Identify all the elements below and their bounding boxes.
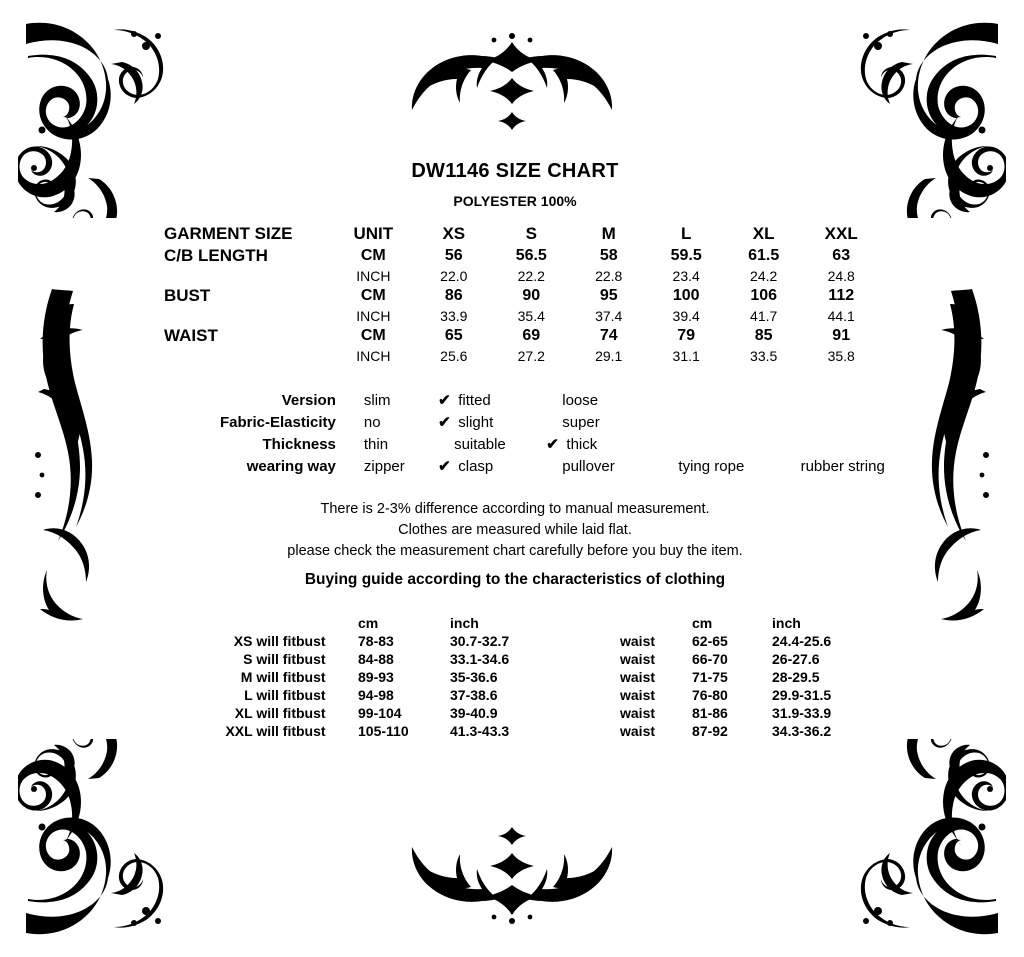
guide-waist-inch: 29.9-31.5 [772,686,832,703]
cell-xs: 25.6 [440,348,468,364]
guide-bust-inch: 33.1-34.6 [450,650,510,667]
option-row-version [220,389,885,411]
table-row [186,650,872,668]
cell-xs: 33.9 [440,308,468,324]
cell-xl: 85 [754,327,773,344]
guide-bust-cm: 84-88 [358,650,394,667]
cell-m: 37.4 [595,308,623,324]
table-row [186,704,872,722]
corner-ornament-bottom-left [18,739,228,939]
table-row [162,245,880,267]
option-choices [348,455,885,477]
row-unit: CM [360,327,386,344]
row-unit: INCH [356,348,391,364]
option-slight[interactable] [438,413,542,431]
cell-xxl: 24.8 [827,268,855,284]
guide-bust-label: bust [296,650,326,667]
guide-bust-inch: 37-38.6 [450,686,498,703]
option-text: clasp [458,458,494,475]
cell-xl: 24.2 [750,268,778,284]
guide-header-waist-cm: cm [692,614,713,631]
guide-bust-cm: 89-93 [358,668,394,685]
cell-xxl: 112 [828,287,855,304]
note-line-2: Clothes are measured while laid flat. [398,522,632,539]
guide-bust-inch: 41.3-43.3 [450,722,510,739]
cell-xl: 33.5 [750,348,778,364]
row-unit: INCH [356,268,391,284]
option-row-thickness [220,433,885,455]
guide-waist-cm: 62-65 [692,632,728,649]
table-row [186,722,872,740]
header-size-m: M [601,224,616,243]
row-unit: INCH [356,308,391,324]
table-row [162,285,880,307]
guide-bust-inch: 35-36.6 [450,668,498,685]
guide-waist-label: waist [620,650,656,667]
cell-l: 59.5 [670,247,702,264]
guide-bust-label: bust [296,686,326,703]
guide-waist-inch: 34.3-36.2 [772,722,832,739]
guide-header-waist-blank [620,614,692,632]
header-size-xxl: XXL [824,224,858,243]
guide-header-blank [186,614,296,632]
cell-s: 56.5 [515,247,547,264]
option-text: tying rope [678,458,745,475]
option-text: pullover [562,458,615,475]
option-slim[interactable] [348,391,434,409]
option-label: wearing way [246,457,336,475]
guide-waist-cm: 76-80 [692,686,728,703]
table-row [162,307,880,325]
option-super[interactable] [546,413,674,431]
check-icon: ✔ [438,392,451,409]
table-row [186,686,872,704]
option-label: Fabric-Elasticity [220,413,336,431]
guide-waist-cm: 66-70 [692,650,728,667]
guide-bust-cm: 78-83 [358,632,394,649]
option-choices [348,411,885,433]
left-center-ornament [26,269,136,689]
cell-s: 35.4 [517,308,545,324]
table-row [186,632,872,650]
note-line-3: please check the measurement chart carefully before you buy the item. [287,543,743,560]
guide-bust-cm: 99-104 [358,704,402,721]
guide-waist-cm: 71-75 [692,668,728,685]
garment-characteristics [220,389,885,477]
option-choices [348,389,885,411]
top-center-ornament [362,30,662,140]
guide-waist-inch: 26-27.6 [772,650,820,667]
option-tying-rope[interactable] [678,458,796,475]
guide-bust-label: bust [296,632,326,649]
guide-bust-label: bust [296,668,326,685]
option-text: suitable [454,436,506,453]
guide-waist-label: waist [620,686,656,703]
row-label: WAIST [164,326,218,345]
header-size-xl: XL [752,224,775,243]
cell-xl: 41.7 [750,308,778,324]
option-text: thin [363,436,389,453]
guide-waist-label: waist [620,704,656,721]
header-size-xs: XS [442,224,466,243]
cell-s: 90 [522,287,541,304]
guide-size: M will fit [240,668,296,685]
cell-xl: 61.5 [748,247,780,264]
cell-xl: 106 [750,287,778,304]
option-zipper[interactable] [348,457,434,475]
option-row-wearing-way [220,455,885,477]
guide-header-bust-blank [296,614,358,632]
option-thick[interactable] [546,435,674,453]
row-label [162,267,332,285]
bottom-center-ornament [362,817,662,927]
guide-size: XXL will fit [225,722,296,739]
chart-content [150,160,885,740]
option-choices [348,433,885,455]
guide-size: XS will fit [233,632,296,649]
guide-bust-cm: 105-110 [358,722,409,739]
guide-header-waist-inch: inch [772,614,801,631]
cell-xxl: 63 [832,247,851,264]
guide-waist-label: waist [620,722,656,739]
cell-m: 22.8 [595,268,623,284]
cell-l: 39.4 [672,308,700,324]
option-text: super [562,414,600,431]
option-text: thick [566,436,598,453]
option-text: fitted [458,392,491,409]
guide-bust-label: bust [296,704,326,721]
cell-m: 95 [599,287,618,304]
check-icon: ✔ [546,436,559,453]
cell-xxl: 44.1 [827,308,855,324]
cell-m: 29.1 [595,348,623,364]
option-rubber-string[interactable] [801,458,885,475]
row-label [162,307,332,325]
guide-waist-cm: 81-86 [692,704,728,721]
guide-waist-inch: 28-29.5 [772,668,820,685]
cell-l: 23.4 [672,268,700,284]
table-row [162,325,880,347]
corner-ornament-bottom-right [796,739,1006,939]
table-row [162,347,880,365]
guide-waist-inch: 31.9-33.9 [772,704,832,721]
row-label [162,347,332,365]
guide-header-bust-inch: inch [450,614,479,631]
cell-xs: 86 [444,287,463,304]
cell-m: 74 [599,327,618,344]
option-row-fabric-elasticity [220,411,885,433]
header-unit: UNIT [353,224,394,243]
cell-s: 69 [522,327,541,344]
material-subtitle: POLYESTER 100% [453,193,577,209]
option-pullover[interactable] [546,457,674,475]
cell-xs: 22.0 [440,268,468,284]
option-label: Thickness [262,435,336,453]
table-row [162,267,880,285]
header-garment-size: GARMENT SIZE [164,224,293,243]
option-text: zipper [363,458,405,475]
guide-bust-inch: 39-40.9 [450,704,498,721]
option-fitted[interactable] [438,391,542,409]
header-size-l: L [680,224,692,243]
guide-header-row [186,614,872,632]
table-row [186,668,872,686]
row-unit: CM [360,287,386,304]
guide-bust-cm: 94-98 [358,686,394,703]
check-icon: ✔ [438,458,451,475]
guide-size: L will fit [244,686,296,703]
buying-guide-heading: Buying guide according to the characteristics of clothing [304,571,726,589]
measurement-notes [150,499,880,592]
cell-xxl: 35.8 [827,348,855,364]
cell-xs: 56 [444,247,463,264]
page-title: DW1146 SIZE CHART [411,160,619,182]
cell-s: 22.2 [517,268,545,284]
check-icon: ✔ [438,414,451,431]
option-clasp[interactable] [438,457,542,475]
cell-l: 79 [677,327,696,344]
guide-bust-label: bust [296,722,326,739]
option-text: no [363,414,381,431]
note-line-1: There is 2-3% difference according to manual measurement. [320,501,710,517]
cell-l: 100 [672,287,700,304]
table-header-row [162,223,880,245]
cell-xxl: 91 [832,327,851,344]
row-label: BUST [164,286,211,305]
guide-waist-label: waist [620,668,656,685]
cell-l: 31.1 [672,348,700,364]
row-label: C/B LENGTH [164,246,268,265]
buying-guide-table [186,614,880,740]
option-loose[interactable] [546,391,674,409]
option-text: slim [363,392,391,409]
option-text: slight [458,414,494,431]
option-thin[interactable] [348,435,434,453]
option-text: loose [562,392,599,409]
fit-guide-table [186,614,872,740]
cell-s: 27.2 [517,348,545,364]
guide-waist-cm: 87-92 [692,722,728,739]
guide-bust-inch: 30.7-32.7 [450,632,510,649]
guide-waist-label: waist [620,632,656,649]
option-label: Version [281,391,336,409]
option-suitable[interactable] [438,435,542,453]
row-unit: CM [360,247,386,264]
guide-size: S will fit [243,650,296,667]
characteristics-table [220,389,885,477]
header-size-s: S [525,224,537,243]
right-center-ornament [888,269,998,689]
garment-size-table [162,223,880,365]
guide-waist-inch: 24.4-25.6 [772,632,832,649]
guide-size: XL will fit [234,704,296,721]
option-no[interactable] [348,413,434,431]
option-text: rubber string [800,458,885,475]
cell-m: 58 [599,247,618,264]
cell-xs: 65 [444,327,463,344]
guide-header-bust-cm: cm [358,614,379,631]
